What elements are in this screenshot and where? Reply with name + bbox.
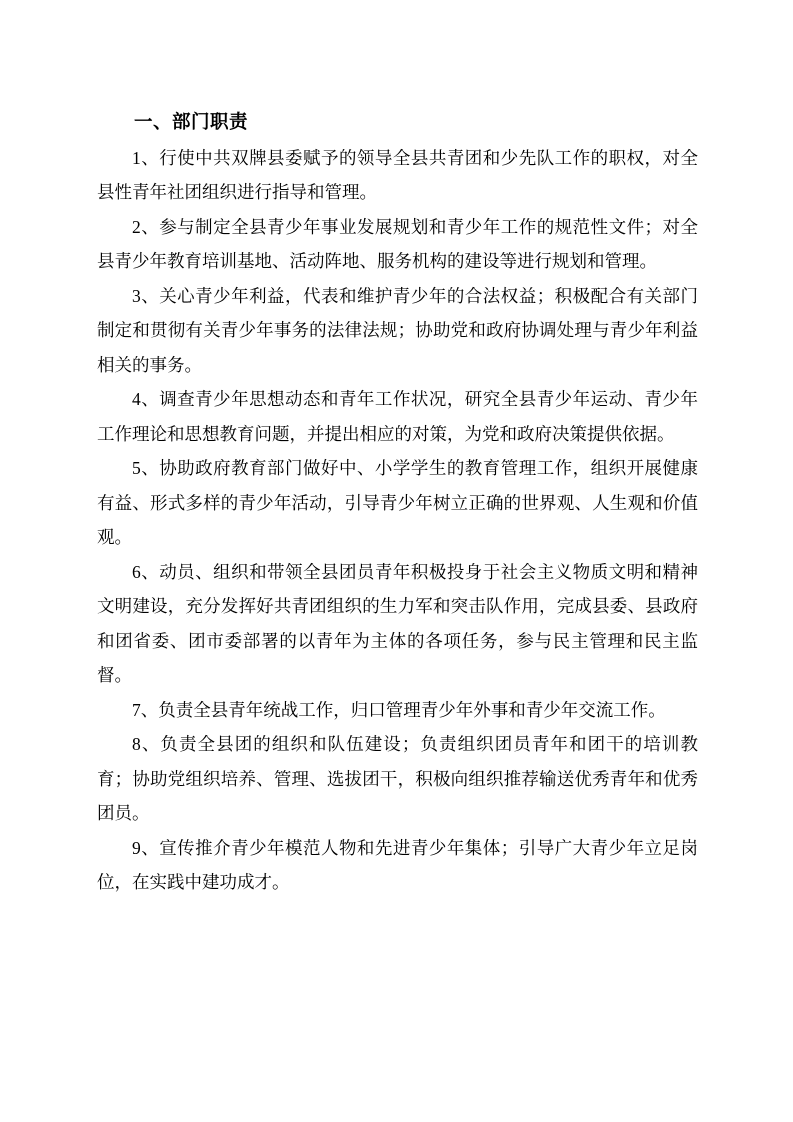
paragraph-duty-8: 8、负责全县团的组织和队伍建设；负责组织团员青年和团干的培训教育；协助党组织培养、管理、选拔团干，积极向组织推荐输送优秀青年和优秀团员。 bbox=[97, 734, 698, 823]
section-title: 一、部门职责 bbox=[134, 113, 249, 133]
paragraph-duty-1: 1、行使中共双牌县委赋予的领导全县共青团和少先队工作的职权，对全县性青年社团组织进行指导和管理。 bbox=[97, 147, 698, 202]
paragraph-duty-6: 6、动员、组织和带领全县团员青年积极投身于社会主义物质文明和精神文明建设，充分发挥好共青团组织的生力军和突击队作用，完成县委、县政府和团省委、团市委部署的以青年为主体的各项任务，参与民主管理和民主监督。 bbox=[97, 561, 698, 685]
paragraph-duty-2: 2、参与制定全县青少年事业发展规划和青少年工作的规范性文件；对全县青少年教育培训基地、活动阵地、服务机构的建设等进行规划和管理。 bbox=[97, 216, 698, 271]
paragraph-duty-7: 7、负责全县青年统战工作，归口管理青少年外事和青少年交流工作。 bbox=[132, 699, 666, 720]
paragraph-duty-5: 5、协助政府教育部门做好中、小学学生的教育管理工作，组织开展健康有益、形式多样的青少年活动，引导青少年树立正确的世界观、人生观和价值观。 bbox=[97, 458, 698, 547]
paragraph-duty-9: 9、宣传推介青少年模范人物和先进青少年集体；引导广大青少年立足岗位，在实践中建功成才。 bbox=[97, 837, 698, 892]
paragraph-duty-3: 3、关心青少年利益，代表和维护青少年的合法权益；积极配合有关部门制定和贯彻有关青少年事务的法律法规；协助党和政府协调处理与青少年利益相关的事务。 bbox=[97, 285, 698, 375]
paragraph-duty-4: 4、调查青少年思想动态和青年工作状况，研究全县青少年运动、青少年工作理论和思想教育问题，并提出相应的对策，为党和政府决策提供依据。 bbox=[97, 389, 698, 444]
